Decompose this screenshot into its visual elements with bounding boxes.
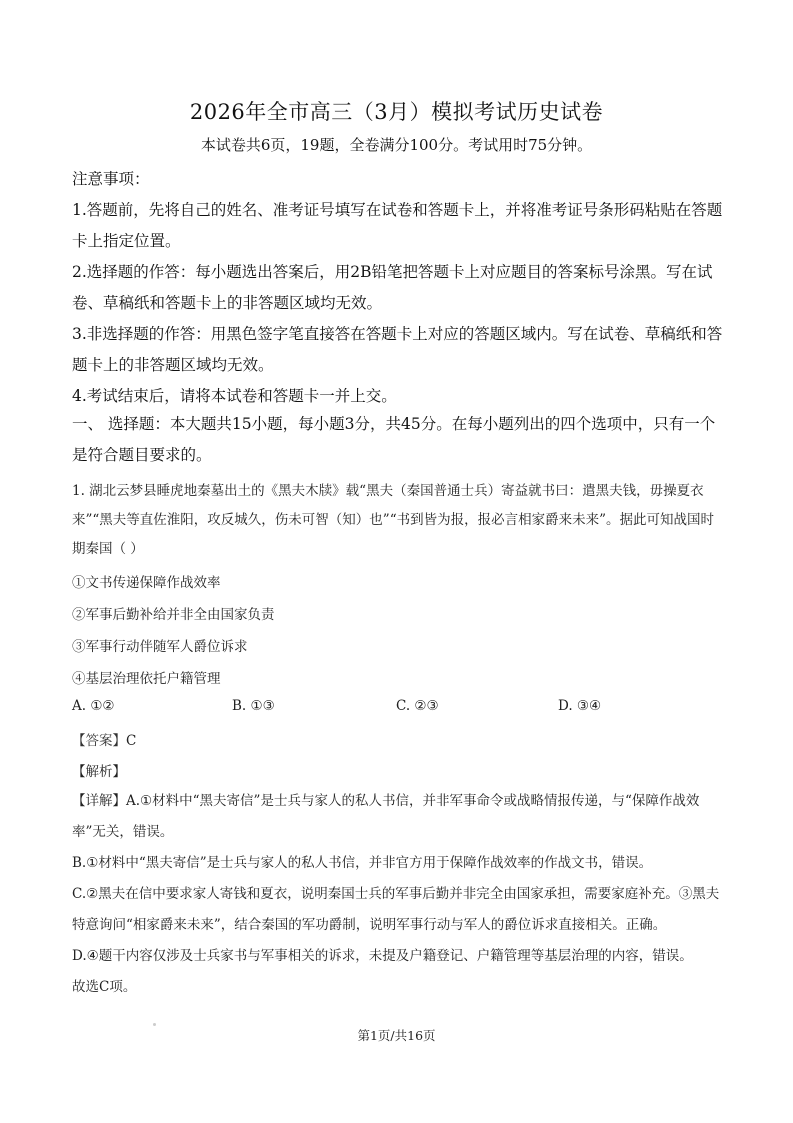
analysis-detail	[72, 786, 727, 1003]
choice-c: C. ②③	[396, 698, 439, 714]
answer-line	[72, 729, 136, 749]
page-title: 2026年全市高三（3月）模拟考试历史试卷	[189, 100, 604, 124]
detail-paragraph: 【详解】A.①材料中“黑夫寄信”是士兵与家人的私人书信，并非军事命令或战略情报传递，与“保障作战效率”无关，错误。	[72, 793, 700, 840]
notice-item: 4.考试结束后，请将本试卷和答题卡一并上交。	[72, 387, 397, 405]
page-subtitle: 本试卷共6页，19题，全卷满分100分。考试用时75分钟。	[200, 136, 593, 154]
detail-paragraph: 故选C项。	[72, 979, 137, 995]
notice-item: 1.答题前，先将自己的姓名、准考证号填写在试卷和答题卡上，并将准考证号条形码粘贴在答题卡上指定位置。	[72, 201, 723, 250]
detail-paragraph: D.④题干内容仅涉及士兵家书与军事相关的诉求，未提及户籍登记、户籍管理等基层治理的内容，错误。	[72, 948, 693, 964]
choice-d: D. ③④	[558, 698, 602, 714]
statement-4: ④基层治理依托户籍管理	[72, 671, 221, 687]
answer-label: 【答案】	[72, 733, 126, 749]
statement-1: ①文书传递保障作战效率	[72, 575, 221, 591]
choice-a: A. ①②	[72, 698, 115, 714]
section-heading: 一、 选择题：本大题共15小题，每小题3分，共45分。在每小题列出的四个选项中，只有一个是符合题目要求的。	[72, 415, 716, 464]
notice-heading: 注意事项：	[72, 170, 150, 188]
detail-paragraph: B.①材料中“黑夫寄信”是士兵与家人的私人书信，并非官方用于保障作战效率的作战文书，错误。	[72, 855, 653, 871]
statement-3: ③军事行动伴随军人爵位诉求	[72, 639, 248, 655]
notice-item: 3.非选择题的作答：用黑色签字笔直接答在答题卡上对应的答题区域内。写在试卷、草稿纸和答题卡上的非答题区域均无效。	[72, 325, 723, 374]
analysis-label: 【解析】	[72, 764, 126, 780]
question-stem: 1. 湖北云梦县睡虎地秦墓出土的《黑夫木牍》载“黑夫（秦国普通士兵）寄益就书曰：遣黑夫钱，毋操夏衣来”“黑夫等直佐淮阳，攻反城久，伤未可智（知）也”“书到皆为报，报必言相家爵来未来”。据此可知战国时期秦国（ ）	[72, 483, 715, 557]
answer-value: C	[126, 733, 137, 749]
notice-list	[72, 195, 727, 412]
statement-2: ②军事后勤补给并非全由国家负责	[72, 607, 275, 623]
page-number: 第1页/共16页	[357, 1028, 436, 1043]
detail-paragraph: C.②黑夫在信中要求家人寄钱和夏衣，说明秦国士兵的军事后勤并非完全由国家承担，需要家庭补充。③黑夫特意询问“相家爵来未来”，结合秦国的军功爵制，说明军事行动与军人的爵位诉求直接相关。正确。	[72, 886, 720, 933]
notice-item: 2.选择题的作答：每小题选出答案后，用2B铅笔把答题卡上对应题目的答案标号涂黑。写在试卷、草稿纸和答题卡上的非答题区域均无效。	[72, 263, 713, 312]
choice-b: B. ①③	[232, 698, 275, 714]
